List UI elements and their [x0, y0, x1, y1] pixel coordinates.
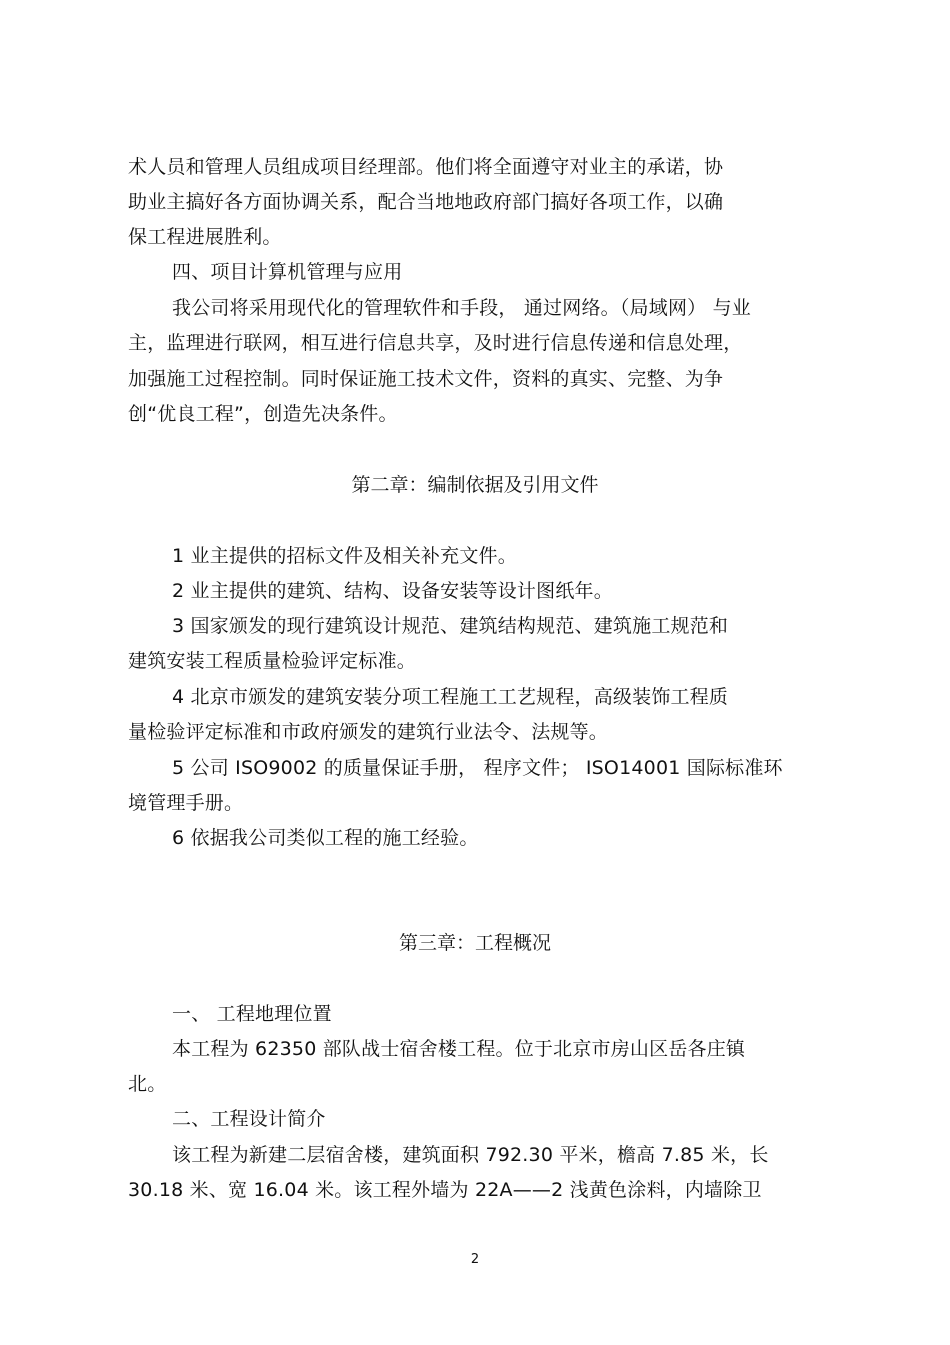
list-item-continuation: 量检验评定标准和市政府颁发的建筑行业法令、法规等。 — [128, 721, 609, 743]
body-line: 创“优良工程”，创造先决条件。 — [128, 403, 398, 425]
section-title: 四、项目计算机管理与应用 — [172, 261, 403, 283]
list-item: 4 北京市颁发的建筑安装分项工程施工工艺规程，高级装饰工程质 — [172, 686, 729, 708]
body-line: 30.18 米、宽 16.04 米。该工程外墙为 22A——2 浅黄色涂料，内墙除卫 — [128, 1179, 762, 1201]
page-number: 2 — [470, 1252, 480, 1267]
list-item: 6 依据我公司类似工程的施工经验。 — [172, 827, 479, 849]
chapter-title: 第三章：工程概况 — [398, 932, 551, 954]
list-item: 2 业主提供的建筑、结构、设备安装等设计图纸年。 — [172, 580, 613, 602]
body-line: 北。 — [128, 1073, 167, 1095]
list-item-continuation: 境管理手册。 — [128, 792, 244, 814]
chapter-title: 第二章：编制依据及引用文件 — [351, 474, 599, 496]
body-line: 助业主搞好各方面协调关系，配合当地地政府部门搞好各项工作，以确 — [128, 191, 724, 213]
list-item-continuation: 建筑安装工程质量检验评定标准。 — [128, 650, 417, 672]
body-line: 该工程为新建二层宿舍楼，建筑面积 792.30 平米，檐高 7.85 米，长 — [172, 1144, 769, 1166]
section-title: 二、工程设计简介 — [172, 1108, 326, 1130]
body-line: 保工程进展胜利。 — [128, 226, 282, 248]
body-line: 本工程为 62350 部队战士宿舍楼工程。位于北京市房山区岳各庄镇 — [172, 1038, 746, 1060]
list-item: 5 公司 ISO9002 的质量保证手册， 程序文件； ISO14001 国际标准环 — [172, 757, 783, 779]
list-item: 1 业主提供的招标文件及相关补充文件。 — [172, 545, 517, 567]
body-line: 主，监理进行联网，相互进行信息共享，及时进行信息传递和信息处理， — [128, 332, 743, 354]
section-title: 一、 工程地理位置 — [172, 1003, 332, 1025]
body-line: 我公司将采用现代化的管理软件和手段， 通过网络。（局域网） 与业 — [172, 297, 751, 319]
body-line: 术人员和管理人员组成项目经理部。他们将全面遵守对业主的承诺，协 — [128, 156, 724, 178]
list-item: 3 国家颁发的现行建筑设计规范、建筑结构规范、建筑施工规范和 — [172, 615, 729, 637]
body-line: 加强施工过程控制。同时保证施工技术文件，资料的真实、完整、为争 — [128, 368, 724, 390]
